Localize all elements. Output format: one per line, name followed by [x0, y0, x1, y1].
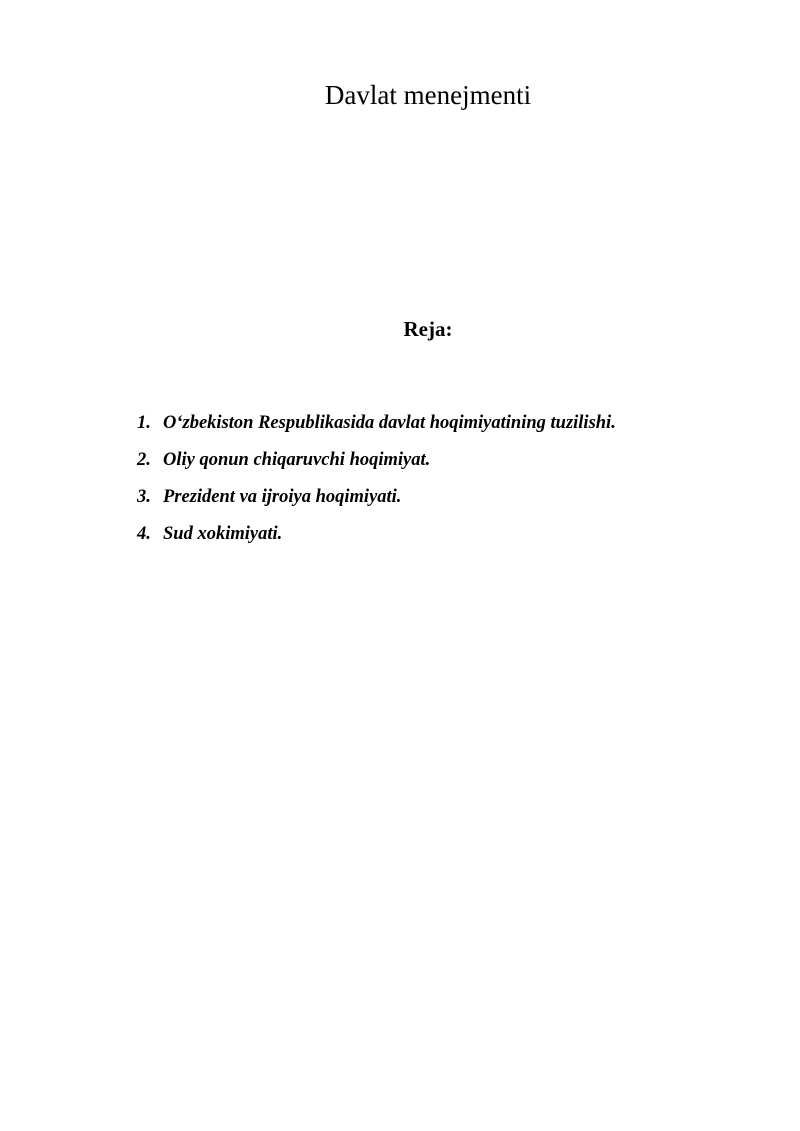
plan-item-text: Oliy qonun chiqaruvchi hoqimiyat.	[163, 450, 431, 470]
plan-item	[137, 405, 757, 442]
plan-item	[137, 479, 757, 516]
plan-item-number: 1.	[137, 413, 151, 433]
plan-list	[137, 405, 757, 553]
plan-item-number: 4.	[137, 524, 151, 544]
plan-heading: Reja:	[403, 317, 453, 341]
plan-item-text: O‘zbekiston Respublikasida davlat hoqimiyatining tuzilishi.	[163, 413, 616, 433]
plan-item	[137, 516, 757, 553]
plan-item-number: 2.	[137, 450, 151, 470]
plan-item-number: 3.	[137, 487, 151, 507]
plan-item-text: Sud xokimiyati.	[163, 524, 283, 544]
document-title: Davlat menejmenti	[324, 80, 532, 110]
plan-item	[137, 442, 757, 479]
plan-item-text: Prezident va ijroiya hoqimiyati.	[163, 487, 402, 507]
